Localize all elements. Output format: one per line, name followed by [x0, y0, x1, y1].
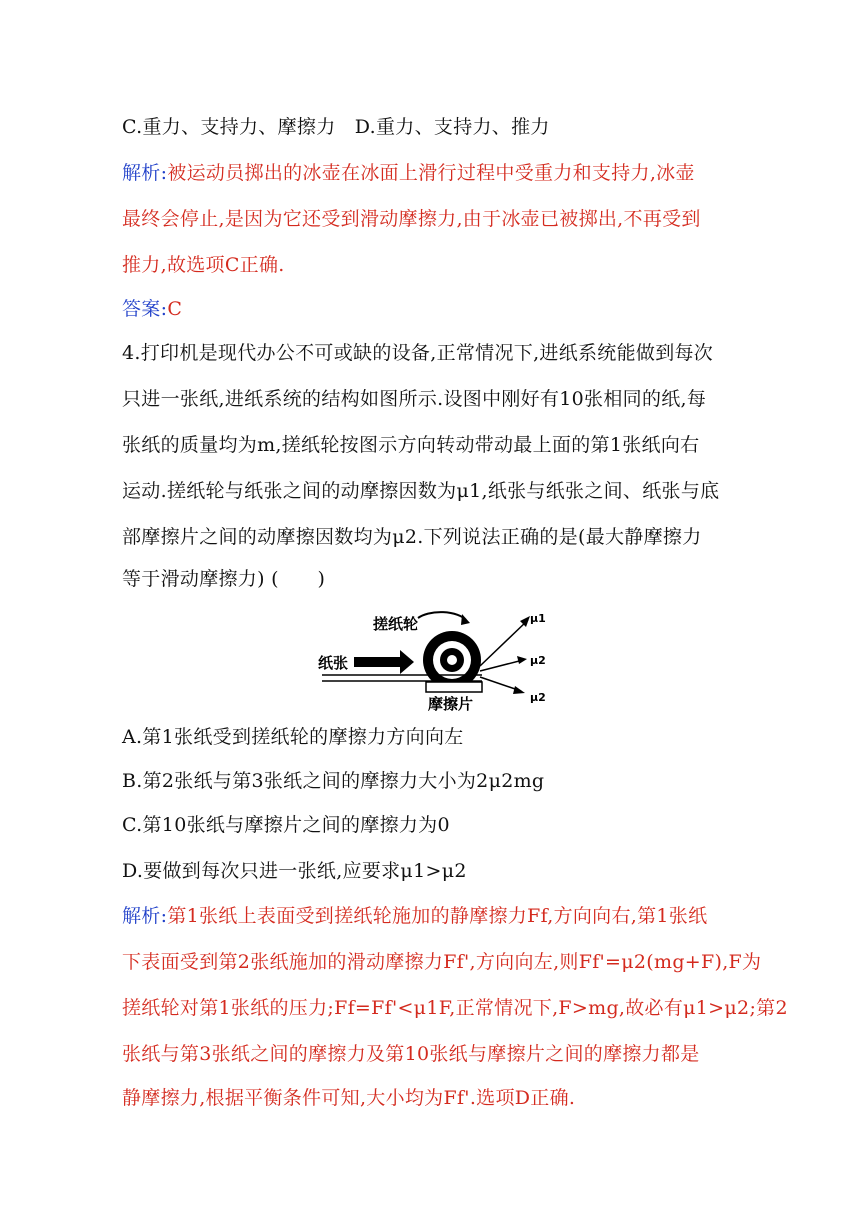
analysis-1-line-3: 推力,故选项C正确. — [122, 254, 285, 276]
answer-line — [122, 297, 742, 321]
analysis-label: 解析: — [122, 905, 168, 927]
question-4-line-1: 4.打印机是现代办公不可或缺的设备,正常情况下,进纸系统能做到每次 — [122, 342, 714, 364]
analysis-2-line-4: 张纸与第3张纸之间的摩擦力及第10张纸与摩擦片之间的摩擦力都是 — [122, 1043, 700, 1065]
mu-arrowhead-mid-icon — [517, 656, 527, 664]
feed-arrow-shaft — [354, 657, 400, 667]
analysis-text: 被运动员掷出的冰壶在冰面上滑行过程中受重力和支持力,冰壶 — [167, 162, 695, 184]
option-d: D.要做到每次只进一张纸,应要求μ1>μ2 — [122, 860, 467, 882]
mu-bot-label: μ2 — [530, 691, 546, 704]
analysis-2-line-1 — [122, 904, 742, 928]
rotation-arrow-icon — [418, 612, 466, 620]
friction-pad — [426, 682, 482, 692]
question-4-line-4: 运动.搓纸轮与纸张之间的动摩擦因数为μ1,纸张与纸张之间、纸张与底 — [122, 480, 720, 502]
option-a: A.第1张纸受到搓纸轮的摩擦力方向向左 — [122, 726, 464, 748]
feed-arrowhead-icon — [400, 650, 414, 674]
answer-value: C — [167, 298, 183, 320]
analysis-label: 解析: — [122, 162, 168, 184]
analysis-text: 第1张纸上表面受到搓纸轮施加的静摩擦力Ff,方向向右,第1张纸 — [167, 905, 708, 927]
question-4-line-6: 等于滑动摩擦力) ( ) — [122, 568, 326, 590]
answer-label: 答案: — [122, 298, 168, 320]
analysis-1-line-2: 最终会停止,是因为它还受到滑动摩擦力,由于冰壶已被掷出,不再受到 — [122, 208, 701, 230]
option-b: B.第2张纸与第3张纸之间的摩擦力大小为2μ2mg — [122, 770, 545, 792]
question-4-line-5: 部摩擦片之间的动摩擦因数均为μ2.下列说法正确的是(最大静摩擦力 — [122, 526, 702, 548]
analysis-2-line-5: 静摩擦力,根据平衡条件可知,大小均为Ff'.选项D正确. — [122, 1087, 576, 1109]
analysis-2-line-2: 下表面受到第2张纸施加的滑动摩擦力Ff',方向向左,则Ff'=μ2(mg+F),F为 — [122, 951, 762, 973]
mu-arrow-mid — [480, 660, 523, 671]
pad-label: 摩擦片 — [428, 695, 474, 712]
question-4-line-2: 只进一张纸,进纸系统的结构如图所示.设图中刚好有10张相同的纸,每 — [122, 388, 707, 410]
roller-label: 搓纸轮 — [373, 615, 419, 633]
paper-label: 纸张 — [318, 654, 349, 672]
option-c: C.第10张纸与摩擦片之间的摩擦力为0 — [122, 814, 450, 836]
mu-arrowhead-bot-icon — [513, 686, 525, 694]
mu-mid-label: μ2 — [530, 654, 546, 667]
mu-top-label: μ1 — [530, 612, 546, 625]
analysis-1-line-1 — [122, 161, 742, 185]
analysis-2-line-3: 搓纸轮对第1张纸的压力;Ff=Ff'<μ1F,正常情况下,F>mg,故必有μ1>μ2;第2 — [122, 997, 788, 1019]
question-4-line-3: 张纸的质量均为m,搓纸轮按图示方向转动带动最上面的第1张纸向右 — [122, 434, 700, 456]
line-options-cd: C.重力、支持力、摩擦力 D.重力、支持力、推力 — [122, 116, 550, 138]
roller-center — [447, 655, 457, 665]
paper-feed-figure — [318, 606, 548, 712]
rotation-arrowhead-icon — [461, 614, 470, 625]
